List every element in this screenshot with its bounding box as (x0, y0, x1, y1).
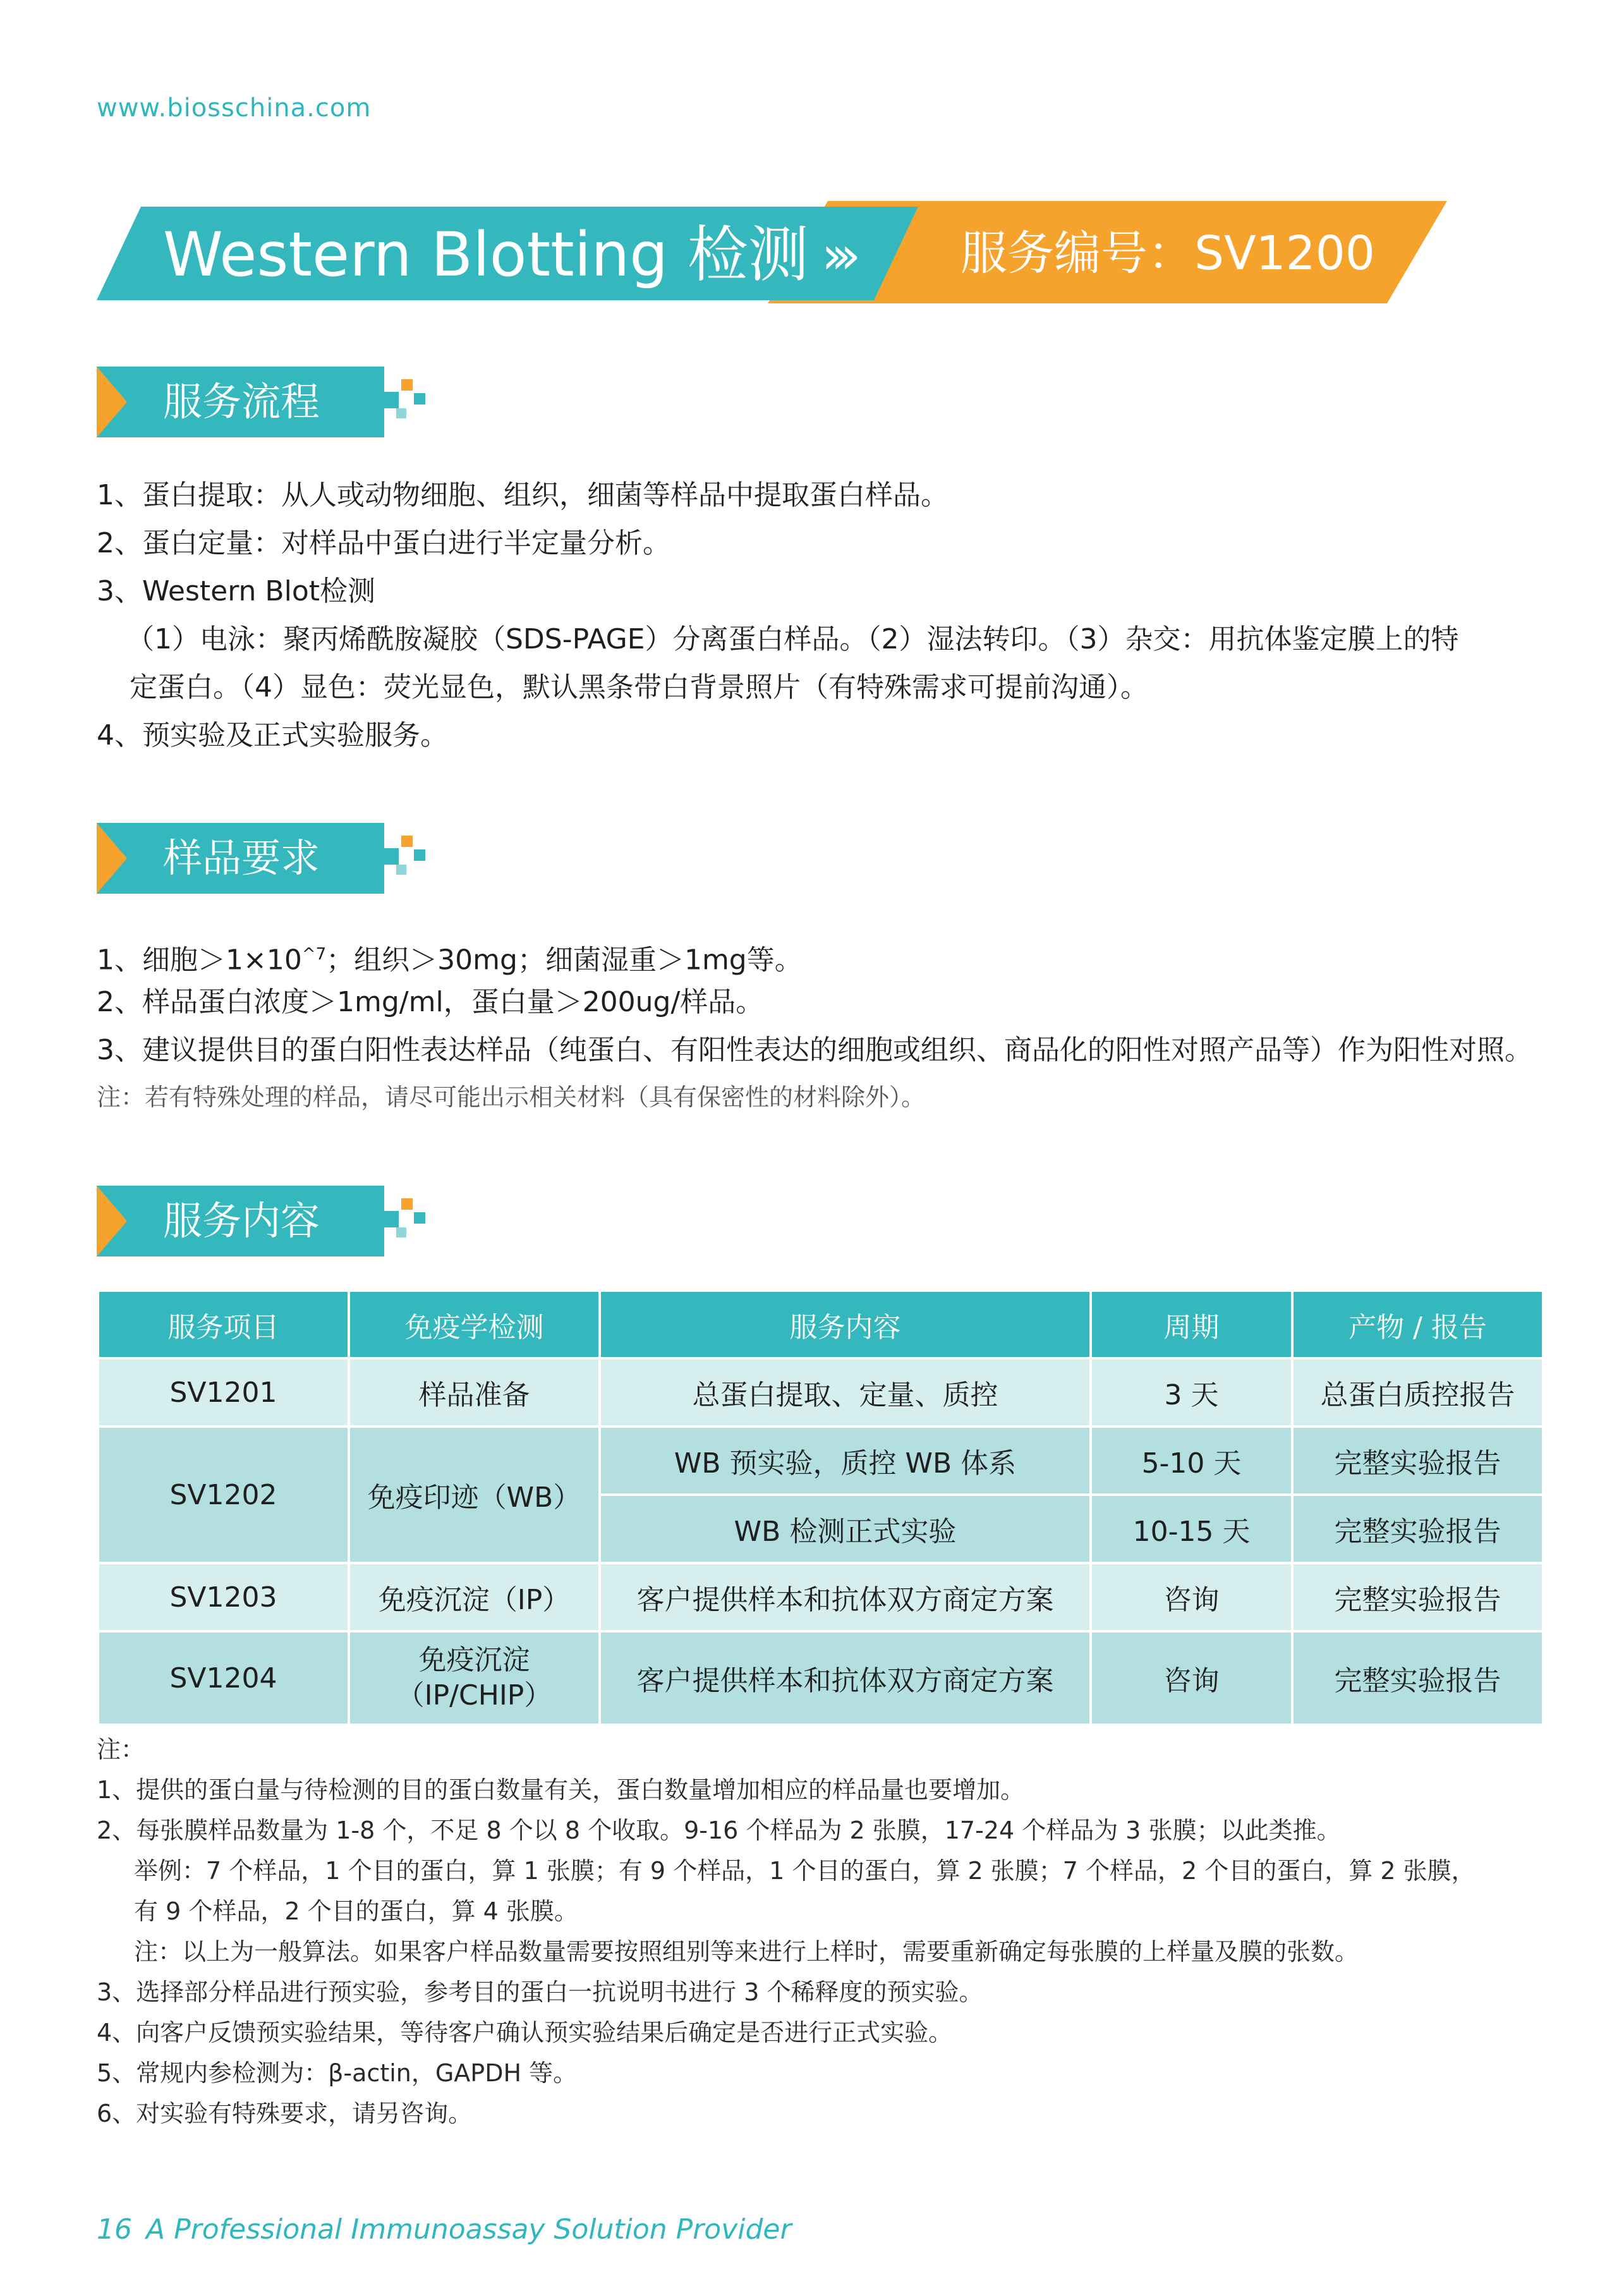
note-2-example-cont: 有 9 个样品，2 个目的蛋白，算 4 张膜。 (134, 1897, 578, 1925)
table-header-row (98, 1291, 1543, 1358)
arrow-marker-icon (97, 367, 127, 437)
section-heading-flow (97, 367, 425, 437)
arrow-marker-icon (97, 1186, 127, 1256)
cell-report: 总蛋白质控报告 (1292, 1358, 1543, 1426)
cell-test-line1: 免疫沉淀 (418, 1644, 530, 1676)
col-header-immunoassay: 免疫学检测 (349, 1291, 600, 1358)
footer-tagline: A Professional Immunoassay Solution Provider (146, 2213, 792, 2246)
cell-code: SV1202 (98, 1426, 349, 1563)
table-row (98, 1426, 1543, 1495)
note-5: 5、常规内参检测为：β-actin，GAPDH 等。 (97, 2059, 578, 2087)
cell-period: 咨询 (1091, 1631, 1292, 1725)
page-footer (97, 2213, 792, 2246)
flow-step-4: 4、预实验及正式实验服务。 (97, 719, 448, 751)
flow-step-3: 3、Western Blot检测 (97, 575, 376, 607)
cell-content: WB 检测正式实验 (600, 1495, 1091, 1563)
sample-req-1-text: 1、细胞＞1×10 (97, 944, 302, 976)
page-number: 16 (97, 2213, 132, 2246)
sample-req-3: 3、建议提供目的蛋白阳性表达样品（纯蛋白、有阳性表达的细胞或组织、商品化的阳性对照产品等）作为阳性对照。 (97, 1034, 1532, 1066)
cell-test (349, 1631, 600, 1725)
cell-period: 5-10 天 (1091, 1426, 1292, 1495)
note-2-example: 举例：7 个样品，1 个目的蛋白，算 1 张膜；有 9 个样品，1 个目的蛋白，算 2 张膜；7 个样品，2 个目的蛋白，算 2 张膜， (134, 1857, 1476, 1885)
cell-test: 样品准备 (349, 1358, 600, 1426)
website-url[interactable]: www.biosschina.com (97, 94, 372, 123)
cell-code: SV1204 (98, 1631, 349, 1725)
section-title: 样品要求 (163, 835, 320, 881)
col-header-content: 服务内容 (600, 1291, 1091, 1358)
section-heading-content (97, 1186, 425, 1256)
flow-step-1: 1、蛋白提取：从人或动物细胞、组织，细菌等样品中提取蛋白样品。 (97, 479, 948, 511)
cell-test: 免疫沉淀（IP） (349, 1563, 600, 1631)
sample-req-2: 2、样品蛋白浓度＞1mg/ml，蛋白量＞200ug/样品。 (97, 986, 764, 1018)
cell-content: 客户提供样本和抗体双方商定方案 (600, 1631, 1091, 1725)
service-table (97, 1289, 1544, 1726)
note-1: 1、提供的蛋白量与待检测的目的蛋白数量有关，蛋白数量增加相应的样品量也要增加。 (97, 1776, 1025, 1804)
sample-req-1 (97, 935, 803, 980)
cell-test: 免疫印迹（WB） (349, 1426, 600, 1563)
sample-req-1-text-rest: ；组织＞30mg；细菌湿重＞1mg等。 (326, 944, 803, 976)
note-4: 4、向客户反馈预实验结果，等待客户确认预实验结果后确定是否进行正式实验。 (97, 2019, 953, 2047)
cell-period: 3 天 (1091, 1358, 1292, 1426)
chevron-right-icon: ››› (821, 226, 850, 286)
cell-period: 咨询 (1091, 1563, 1292, 1631)
flow-step-3-detail: （1）电泳：聚丙烯酰胺凝胶（SDS-PAGE）分离蛋白样品。（2）湿法转印。（3）杂交：用抗体鉴定膜上的特 (126, 623, 1459, 655)
flow-step-3-detail-cont: 定蛋白。（4）显色：荧光显色，默认黑条带白背景照片（有特殊需求可提前沟通）。 (130, 671, 1148, 703)
cell-code: SV1203 (98, 1563, 349, 1631)
arrow-marker-icon (97, 823, 127, 894)
superscript: ^7 (301, 945, 327, 964)
cell-content: WB 预实验，质控 WB 体系 (600, 1426, 1091, 1495)
section-heading-sample (97, 823, 425, 894)
section-title: 服务内容 (163, 1198, 320, 1244)
col-header-period: 周期 (1091, 1291, 1292, 1358)
cell-content: 客户提供样本和抗体双方商定方案 (600, 1563, 1091, 1631)
pixel-squares-icon (382, 836, 433, 886)
table-row (98, 1631, 1543, 1725)
pixel-squares-icon (382, 1198, 433, 1249)
cell-report: 完整实验报告 (1292, 1563, 1543, 1631)
cell-content: 总蛋白提取、定量、质控 (600, 1358, 1091, 1426)
notes-label: 注： (97, 1736, 145, 1763)
table-row (98, 1358, 1543, 1426)
col-header-item: 服务项目 (98, 1291, 349, 1358)
note-2: 2、每张膜样品数量为 1-8 个，不足 8 个以 8 个收取。9-16 个样品为 2 张膜，17-24 个样品为 3 张膜；以此类推。 (97, 1816, 1341, 1844)
cell-report: 完整实验报告 (1292, 1426, 1543, 1495)
section-title: 服务流程 (163, 379, 320, 425)
pixel-squares-icon (382, 379, 433, 430)
cell-report: 完整实验报告 (1292, 1495, 1543, 1563)
note-3: 3、选择部分样品进行预实验，参考目的蛋白一抗说明书进行 3 个稀释度的预实验。 (97, 1978, 983, 2006)
cell-period: 10-15 天 (1091, 1495, 1292, 1563)
cell-test-line2: （IP/CHIP） (396, 1679, 552, 1712)
cell-report: 完整实验报告 (1292, 1631, 1543, 1725)
service-code: 服务编号：SV1200 (960, 226, 1375, 281)
col-header-report: 产物 / 报告 (1292, 1291, 1543, 1358)
table-row (98, 1563, 1543, 1631)
sample-note: 注：若有特殊处理的样品，请尽可能出示相关材料（具有保密性的材料除外）。 (97, 1083, 926, 1111)
flow-step-2: 2、蛋白定量：对样品中蛋白进行半定量分析。 (97, 527, 670, 559)
note-2-remark: 注：以上为一般算法。如果客户样品数量需要按照组别等来进行上样时，需要重新确定每张膜的上样量及膜的张数。 (134, 1938, 1359, 1966)
note-6: 6、对实验有特殊要求，请另咨询。 (97, 2100, 473, 2127)
page-title: Western Blotting 检测 (163, 219, 809, 290)
cell-code: SV1201 (98, 1358, 349, 1426)
